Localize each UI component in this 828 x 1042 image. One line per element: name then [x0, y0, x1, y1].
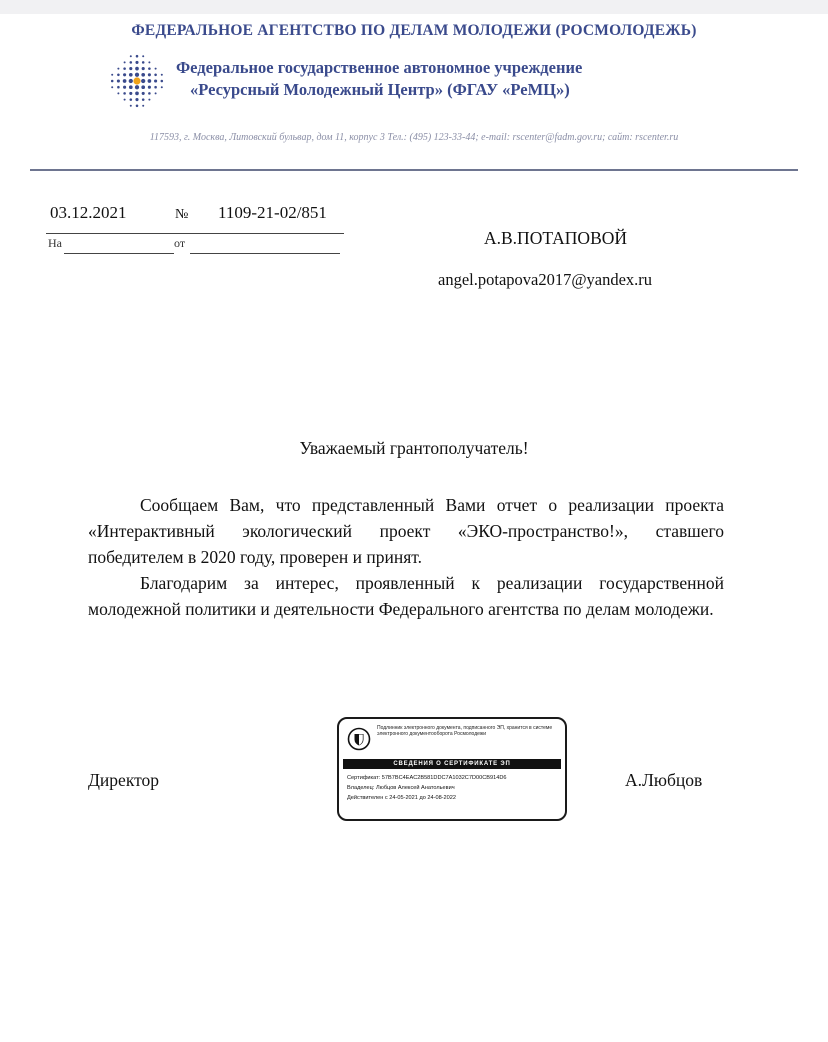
logo-dot	[130, 98, 133, 101]
logo-dot	[161, 86, 163, 88]
from-label: от	[174, 236, 186, 250]
logo-dot	[123, 73, 126, 76]
from-underline	[190, 253, 340, 254]
registration-number-sign: №	[175, 207, 189, 222]
logo-dot	[129, 79, 133, 83]
shield-emblem-icon	[347, 727, 371, 751]
logo-dot	[124, 99, 126, 101]
logo-dot	[117, 92, 119, 94]
logo-dot	[161, 80, 164, 83]
recipient-name: А.В.ПОТАПОВОЙ	[484, 228, 628, 248]
org-name-line1: Федеральное государственное автономное учреждение	[176, 58, 583, 77]
logo-dot	[129, 92, 132, 95]
signatory-title: Директор	[88, 770, 160, 790]
logo-dot	[136, 55, 139, 58]
logo-dot	[129, 67, 132, 70]
logo-dot	[155, 68, 157, 70]
logo-dot	[141, 73, 145, 77]
top-bar	[0, 0, 828, 14]
logo-dot	[141, 79, 145, 83]
logo-dot	[148, 67, 151, 70]
logo-dot	[142, 98, 145, 101]
logo-dot	[154, 74, 157, 77]
logo-dot	[130, 55, 132, 57]
stamp-certificate: Сертификат: 57B7BC4EAC2B581DDC7A1032C7D00CB914D6	[347, 775, 507, 781]
logo-dot	[123, 79, 127, 83]
logo-dot	[154, 86, 157, 89]
date-underline	[46, 233, 174, 234]
body-paragraph: Благодарим за интерес, проявленный к реализации государственной молодежной политики и деятельности Федерального агентства по делам молодежи.	[88, 573, 724, 619]
salutation: Уважаемый грантополучатель!	[299, 438, 529, 458]
logo-dot	[135, 61, 138, 64]
org-name-line2: «Ресурсный Молодежный Центр» (ФГАУ «РеМЦ»)	[190, 80, 570, 99]
logo-dot	[117, 79, 120, 82]
logo-dot	[148, 92, 151, 95]
logo-dot	[130, 61, 133, 64]
logo-dot	[148, 99, 150, 101]
logo-dot	[123, 86, 126, 89]
stamp-validity: Действителен с 24-05-2021 до 24-08-2022	[347, 795, 456, 801]
logo-dot	[148, 86, 151, 89]
stamp-header-text: Подлинник электронного документа, подписанного ЭП, хранится в системе электронного документооборота Росмолодежи	[377, 725, 553, 738]
logo-dot	[135, 92, 139, 96]
logo-dot	[142, 61, 145, 64]
number-underline	[174, 233, 344, 234]
logo-dot	[154, 79, 157, 82]
header-divider	[30, 169, 798, 171]
logo-dot	[142, 105, 144, 107]
logo-dot	[130, 105, 132, 107]
logo-dot	[129, 85, 133, 89]
logo-dot	[142, 67, 145, 70]
logo-dot	[148, 61, 150, 63]
on-label: На	[48, 236, 62, 250]
logo-dot	[124, 61, 126, 63]
logo-dot	[141, 85, 145, 89]
stamp-owner: Владелец: Любцов Алексей Анатольевич	[347, 785, 455, 791]
logo-dot	[148, 73, 151, 76]
logo-dot	[117, 86, 120, 89]
recipient-email: angel.potapova2017@yandex.ru	[438, 270, 653, 289]
logo-dot	[142, 55, 144, 57]
logo-dot	[135, 67, 139, 71]
letter-body	[88, 492, 724, 622]
logo-dot	[111, 86, 113, 88]
logo-dot	[111, 74, 113, 76]
logo-dot	[117, 68, 119, 70]
agency-title: ФЕДЕРАЛЬНОЕ АГЕНТСТВО ПО ДЕЛАМ МОЛОДЕЖИ (РОСМОЛОДЕЖЬ)	[131, 22, 697, 39]
logo-dot	[133, 77, 140, 84]
logo-dot	[111, 80, 114, 83]
logo-dot	[135, 73, 139, 77]
logo-dot	[155, 92, 157, 94]
electronic-signature-stamp	[337, 717, 567, 821]
registration-date: 03.12.2021	[50, 203, 127, 222]
logo-dot	[136, 105, 139, 108]
logo-dot	[117, 74, 120, 77]
stamp-certificate-bar: СВЕДЕНИЯ О СЕРТИФИКАТЕ ЭП	[343, 759, 561, 769]
logo-dot	[123, 92, 126, 95]
logo-dot	[135, 85, 139, 89]
body-paragraph: Сообщаем Вам, что представленный Вами отчет о реализации проекта «Интерактивный экологический проект «ЭКО-пространство!», ставшего победителем в 2020 году, проверен и принят.	[88, 495, 724, 567]
org-address: 117593, г. Москва, Литовский бульвар, дом 11, корпус 3 Тел.: (495) 123-33-44; e-mail: rscenter@fadm.gov.ru; сайт: rscenter.ru	[149, 132, 679, 143]
logo-dot	[135, 98, 138, 101]
logo-dot	[123, 67, 126, 70]
logo-dot	[142, 92, 145, 95]
signatory-name: А.Любцов	[625, 770, 703, 790]
remc-logo-icon	[106, 50, 168, 112]
registration-number: 1109-21-02/851	[218, 203, 327, 222]
logo-dot	[129, 73, 133, 77]
on-underline	[64, 253, 174, 254]
logo-dot	[148, 79, 152, 83]
logo-dot	[161, 74, 163, 76]
